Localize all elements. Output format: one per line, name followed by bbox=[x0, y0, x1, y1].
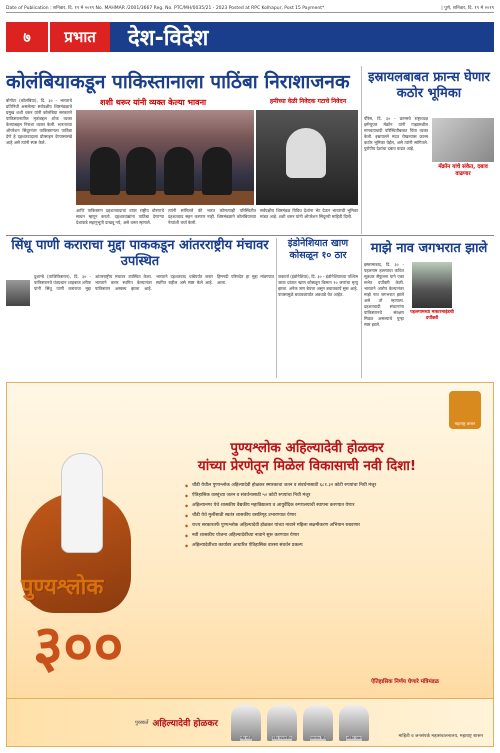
newspaper-logo: प्रभात bbox=[50, 22, 110, 52]
lead-column-4: सर्वपक्षीय शिष्टमंडळ विविध देशांना भेट देऊन भारताची भूमिका मांडत आहे. शशी थरूर यांनी ऑपरेशन सिंदूरची माहिती दिली. bbox=[260, 208, 358, 219]
indus-story-photo bbox=[6, 280, 30, 306]
government-advertisement bbox=[6, 382, 494, 747]
issue-date: | पुणे, शनिवार, दि. १९ मे २०१९ bbox=[441, 5, 494, 11]
ad-note: ऐतिहासिक निर्णय घेणारे मंत्रिमंडळ bbox=[371, 679, 439, 685]
lead-column-1: बोगोटा (कोलंबिया), दि. ३० - भारताचे प्रतिनिधी असलेल्या सर्वपक्षीय शिष्टमंडळाचे प्रमुख शशी थरूर यांनी कोलंबिया सरकारने पाकिस्तानातील मृतांबद्दल शोक व्यक्त केल्याबद्दल निराशा व्यक्त केली. भारताच्या ऑपरेशन सिंदूरनंतर पाकिस्तानला पाठिंबा देणे हे दहशतवादाला प्रोत्साहन देण्यासारखे आहे असे त्यांनी स्पष्ट केले. bbox=[6, 98, 72, 145]
avatar: देवेंद्र फडणवीस bbox=[267, 705, 297, 741]
name-story-portrait-caption: पहलगामच्या मास्टरमाइंडची दर्पोक्ती bbox=[410, 310, 454, 321]
ad-headline: पुण्यश्लोक अहिल्यादेवी होळकर यांच्या प्रेरणेतून मिळेल विकासाची नवी दिशा! bbox=[197, 440, 417, 474]
sponsor-label: पुरस्कर्ते bbox=[135, 719, 149, 726]
list-item: ◆ ऐतिहासिक वास्तूंच्या जतन व संवर्धनासाठी ५० कोटी रुपयांचा निधी मंजूर bbox=[185, 493, 485, 499]
page-number: ७ bbox=[6, 22, 48, 52]
sidebar-body: पॅरिस, दि. ३० - फ्रान्सचे राष्ट्राध्यक्ष इमॅन्युएल मॅक्रॉन यांनी गाझामधील मानवतावादी परिस्थितीबाबत चिंता व्यक्त केली. इस्रायलने मदत रोखल्यास फ्रान्स कठोर भूमिका घेईल, असे त्यांनी सांगितले. युरोपीय देशांचा दबाव वाढत आहे. bbox=[364, 116, 428, 151]
list-item: ◆ अहिल्यानगर येथे शासकीय वैद्यकीय महाविद्यालय व आयुर्वेदिक रुग्णालयाची स्थापना करण्यात येणार bbox=[185, 503, 485, 509]
name-story-body: इस्लामाबाद, दि. ३० - पहलगाम हल्ल्याचा कथित सूत्रधार सैफुल्ला याने एका सभेत दर्पोक्ती केली. भारताने आरोप केल्यानंतर माझे नाव जगभरात झाले असे तो म्हणाला. दहशतवादी संघटनांना पाकिस्तानचे संरक्षण मिळत असल्याचे पुन्हा स्पष्ट झाले. bbox=[364, 262, 404, 327]
indonesia-story-body: जकार्ता (इंडोनेशिया), दि. ३० - इंडोनेशियाच्या पश्चिम जावा प्रांतात खाण कोसळून किमान १० जणांचा मृत्यू झाला. अनेक जण बेपत्ता असून बचावकार्य सुरू आहे. पावसामुळे बचावकार्यात अडथळे येत आहेत. bbox=[278, 274, 358, 297]
speaker-photo bbox=[256, 110, 358, 205]
publication-info-bar bbox=[6, 3, 494, 13]
sidebar-photo bbox=[432, 118, 494, 162]
ad-script-title: पुण्यश्लोक bbox=[21, 574, 104, 600]
masthead bbox=[6, 14, 494, 60]
name-story-portrait bbox=[412, 262, 452, 308]
avatar: अजित पवार bbox=[339, 705, 369, 741]
lead-photo-caption-right: हमीच्या वेळी निवेदक गटाचे निवेदन bbox=[269, 98, 347, 105]
lead-column-2: आणि पाकिस्तान दहशतवादाचा वापर राष्ट्रीय धोरणाचे साधन म्हणून करतो. दहशतवाद्यांना पाठिंबा देणाऱ्या देशाकडे सहानुभूती दाखवू नये, असे थरूर म्हणाले. bbox=[76, 208, 164, 225]
indonesia-story-headline: इंडोनेशियात खाण कोसळून १० ठार bbox=[287, 238, 349, 261]
list-item: ◆ चौंडी येथे मुलींसाठी स्वतंत्र शासकीय वसतिगृह उभारण्यात येणार bbox=[185, 513, 485, 519]
list-item: ◆ नवी शासकीय योजना अहिल्यादेवींच्या नावाने सुरू करण्यात येणार bbox=[185, 533, 485, 539]
maharashtra-emblem-icon: महाराष्ट्र शासन bbox=[449, 391, 481, 429]
list-item: ◆ चौंडी येथील पुण्यश्लोक अहिल्यादेवी होळकर स्मारकाचा जतन व संवर्धनासाठी ६८१.३२ कोटी रुपयांचा निधी मंजूर bbox=[185, 483, 485, 489]
delegation-photo bbox=[76, 110, 254, 205]
name-story-headline: माझे नाव जगभरात झाले bbox=[370, 241, 488, 256]
avatar: नरेंद्र मोदी bbox=[231, 705, 261, 741]
ad-points-list bbox=[185, 483, 485, 553]
lead-column-3: त्यांनी सांगितले की भारत कोणत्याही परिस्थितीत दहशतवाद सहन करणार नाही. शिष्टमंडळाने कोलंबियाच्या नेत्यांशी चर्चा केली. bbox=[168, 208, 256, 225]
sidebar-subhead: मॅक्रॉन यांचे संकेत, दबाव वाढणार bbox=[438, 164, 488, 177]
ad-footer: माहिती व जनसंपर्क महासंचालनालय, महाराष्ट्र शासन bbox=[398, 734, 483, 739]
indus-story-body: दुशान्बे (ताजिकिस्तान), दि. ३० - पाकिस्तानचे पंतप्रधान शाहबाज शरीफ यांनी सिंधू पाणी कराराचा मुद्दा आंतरराष्ट्रीय मंचावर उपस्थित केला. भारताने करार स्थगित केल्यानंतर पाकिस्तान अस्वस्थ झाला आहे. भारताने दहशतवाद थांबेपर्यंत करार स्थगित राहील असे स्पष्ट केले आहे. हिमनदी परिषदेत हा मुद्दा मांडण्यात आला. bbox=[34, 274, 274, 291]
indus-story-headline: सिंधू पाणी कराराचा मुद्दा पाककडून आंतरराष्ट्रीय मंचावर उपस्थित bbox=[11, 238, 269, 269]
sidebar-headline: इस्रायलबाबत फ्रान्स घेणार कठोर भूमिका bbox=[368, 70, 490, 101]
section-title: देश-विदेश bbox=[110, 22, 494, 52]
avatar: एकनाथ शिंदे bbox=[303, 705, 333, 741]
list-item: ◆ अहिल्यादेवींच्या कार्यावर आधारित ऐतिहासिक वारसा संवर्धन प्रकल्प bbox=[185, 543, 485, 549]
sponsor-brand: अहिल्यादेवी होळकर bbox=[152, 719, 218, 729]
publication-meta: Date of Publication : शनिवार, दि. १९ मे २०१९ No. MAHMAR /2001/3667 Reg. No. PTC/MH/0035/21 - 2023 Posted at RPC Kolhapur, Post 15 Payment* bbox=[6, 5, 325, 11]
list-item: ◆ राज्य सरकारतर्फे पुण्यश्लोक अहिल्यादेवी होळकर यांच्या नावाने महिला सक्षमीकरण अभियान राबवणार bbox=[185, 523, 485, 529]
lead-photo-caption: शशी थरूर यांनी व्यक्त केल्या भावना bbox=[100, 98, 207, 107]
lead-headline: कोलंबियाकडून पाकिस्तानाला पाठिंबा निराशाजनक bbox=[6, 71, 350, 93]
anniversary-number: ३०० bbox=[33, 612, 124, 680]
